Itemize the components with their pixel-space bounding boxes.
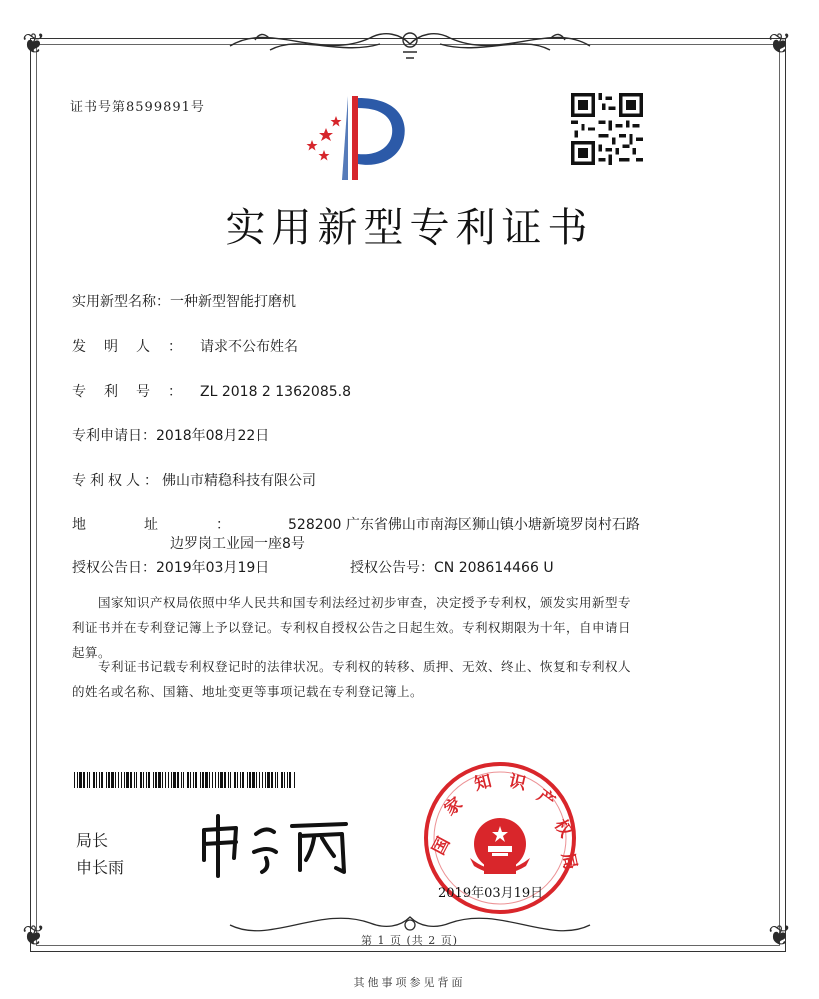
barcode-bar <box>242 772 244 788</box>
barcode-bar <box>136 772 137 788</box>
barcode-bar <box>212 772 213 788</box>
handwritten-signature-icon <box>196 808 366 882</box>
barcode-bar <box>153 772 154 788</box>
address-line2 <box>170 533 305 553</box>
field-value: 边罗岗工业园一座8号 <box>170 536 305 552</box>
barcode-bar <box>289 772 291 788</box>
barcode-bar <box>79 772 82 788</box>
barcode-bar <box>171 772 172 788</box>
barcode-bar <box>74 772 75 788</box>
barcode-bar <box>115 772 116 788</box>
field-label: 授权公告日： <box>72 560 156 576</box>
barcode-bar <box>277 772 278 788</box>
barcode-bar <box>181 772 182 788</box>
inventor-row <box>72 336 298 356</box>
field-value: 2019年03月19日 <box>156 560 270 576</box>
signer-title: 局长 <box>76 831 109 850</box>
barcode-bar <box>262 772 263 788</box>
barcode-bar <box>168 772 169 788</box>
barcode-bar <box>130 772 132 788</box>
barcode-bar <box>126 772 129 788</box>
barcode-bar <box>146 772 147 788</box>
qr-code-icon <box>571 93 643 165</box>
barcode-bar <box>218 772 219 788</box>
svg-text:产: 产 <box>533 785 559 813</box>
barcode-bar <box>275 772 276 788</box>
patent-office-logo-icon <box>296 88 414 184</box>
barcode-bar <box>124 772 125 788</box>
barcode-bar <box>134 772 135 788</box>
barcode-bar <box>83 772 85 788</box>
barcode-bar <box>228 772 229 788</box>
barcode-bar <box>265 772 266 788</box>
corner-ornament-icon: ❦ <box>768 27 792 60</box>
barcode-bar <box>205 772 208 788</box>
page-number: 第 1 页 (共 2 页) <box>360 934 459 947</box>
patentee-row <box>72 470 316 490</box>
svg-text:国: 国 <box>428 833 455 859</box>
barcode-bar <box>190 772 191 788</box>
barcode-bar <box>177 772 179 788</box>
barcode-bar <box>234 772 236 788</box>
field-label: 专利号： <box>72 384 200 400</box>
barcode-bar <box>281 772 283 788</box>
barcode-bar <box>209 772 210 788</box>
barcode-bar <box>195 772 197 788</box>
field-label: 授权公告号： <box>350 560 434 576</box>
corner-ornament-icon: ❦ <box>22 27 46 60</box>
svg-text:知: 知 <box>472 771 494 795</box>
barcode-bar <box>148 772 150 788</box>
barcode-bar <box>108 772 110 788</box>
barcode-bar <box>101 772 103 788</box>
barcode-bar <box>224 772 226 788</box>
field-value: 佛山市精稳科技有限公司 <box>162 473 316 489</box>
field-label: 专利权人： <box>72 473 162 489</box>
corner-ornament-icon: ❦ <box>22 919 46 952</box>
barcode-bar <box>284 772 285 788</box>
certificate-title: 实用新型专利证书 <box>225 205 594 251</box>
barcode-bar <box>118 772 119 788</box>
seal-date: 2019年03月19日 <box>438 886 544 901</box>
barcode-icon <box>74 772 296 788</box>
barcode-bar <box>93 772 95 788</box>
field-value: 请求不公布姓名 <box>200 339 298 355</box>
barcode-bar <box>96 772 97 788</box>
barcode-bar <box>267 772 270 788</box>
barcode-bar <box>259 772 260 788</box>
barcode-bar <box>220 772 223 788</box>
signer-name: 申长雨 <box>76 858 125 877</box>
address-row <box>72 514 640 534</box>
barcode-bar <box>200 772 201 788</box>
barcode-bar <box>249 772 251 788</box>
barcode-bar <box>193 772 194 788</box>
barcode-bar <box>271 772 273 788</box>
top-ornament-icon <box>210 16 610 64</box>
barcode-bar <box>173 772 176 788</box>
barcode-bar <box>87 772 88 788</box>
barcode-bar <box>294 772 295 788</box>
barcode-bar <box>106 772 107 788</box>
field-value: CN 208614466 U <box>434 560 554 576</box>
barcode-bar <box>162 772 163 788</box>
barcode-bar <box>155 772 157 788</box>
barcode-bar <box>187 772 189 788</box>
svg-text:识: 识 <box>506 771 528 795</box>
field-label: 专利申请日： <box>72 428 156 444</box>
back-page-note: 其他事项参见背面 <box>353 976 466 989</box>
barcode-bar <box>215 772 216 788</box>
barcode-bar <box>240 772 241 788</box>
grant-number-row <box>350 557 554 577</box>
svg-text:局: 局 <box>557 850 580 872</box>
field-value: ZL 2018 2 1362085.8 <box>200 384 351 400</box>
corner-ornament-icon: ❦ <box>768 919 792 952</box>
barcode-bar <box>252 772 255 788</box>
barcode-bar <box>77 772 78 788</box>
patent-number-row <box>72 381 351 401</box>
svg-text:家: 家 <box>440 793 467 820</box>
field-label: 发明人： <box>72 339 200 355</box>
barcode-bar <box>256 772 257 788</box>
barcode-bar <box>121 772 122 788</box>
filing-date-row <box>72 425 269 445</box>
barcode-bar <box>99 772 100 788</box>
field-value: 2018年08月22日 <box>156 428 270 444</box>
barcode-bar <box>89 772 90 788</box>
barcode-bar <box>202 772 204 788</box>
barcode-bar <box>183 772 184 788</box>
barcode-bar <box>158 772 161 788</box>
certificate-number: 证书号第8599891号 <box>70 100 205 115</box>
barcode-bar <box>237 772 238 788</box>
legal-paragraph-2: 专利证书记载专利权登记时的法律状况。专利权的转移、质押、无效、终止、恢复和专利权人的姓名或名称、国籍、地址变更等事项记载在专利登记簿上。 <box>72 659 632 699</box>
barcode-bar <box>230 772 231 788</box>
barcode-bar <box>287 772 288 788</box>
barcode-bar <box>247 772 248 788</box>
barcode-bar <box>140 772 142 788</box>
utility-model-name-row <box>72 291 296 311</box>
grant-date-row <box>72 557 269 577</box>
barcode-bar <box>143 772 144 788</box>
field-label: 实用新型名称： <box>72 294 170 310</box>
legal-paragraph-1: 国家知识产权局依照中华人民共和国专利法经过初步审查，决定授予专利权，颁发实用新型专利证书并在专利登记簿上予以登记。专利权自授权公告之日起生效。专利权期限为十年，自申请日起算。 <box>72 595 632 660</box>
barcode-bar <box>111 772 114 788</box>
svg-text:权: 权 <box>549 816 576 842</box>
field-value: 528200 广东省佛山市南海区狮山镇小塘新境罗岗村石路 <box>288 517 640 533</box>
field-label: 地址： <box>72 517 288 533</box>
field-value: 一种新型智能打磨机 <box>170 294 296 310</box>
barcode-bar <box>165 772 166 788</box>
